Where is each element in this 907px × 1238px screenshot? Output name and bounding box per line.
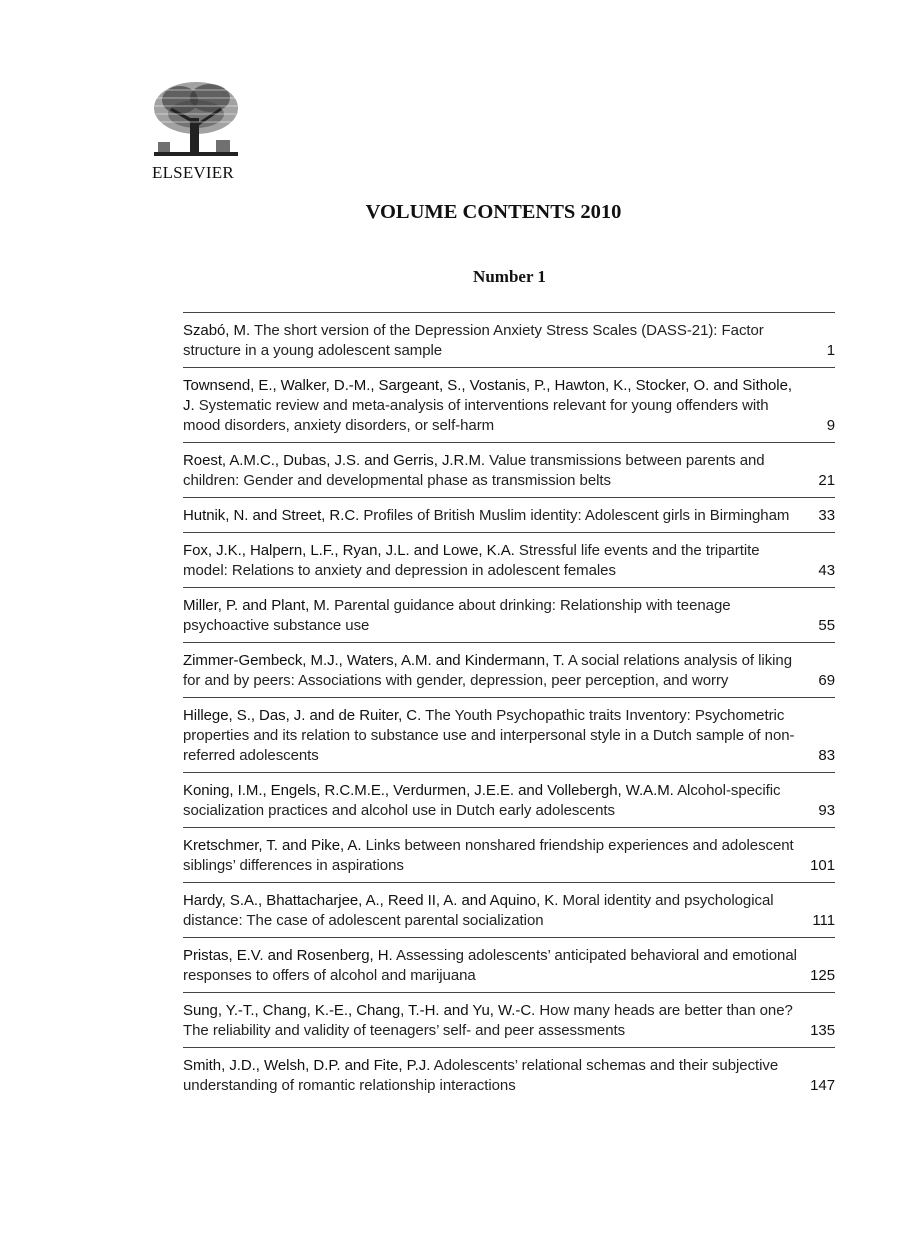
entry-authors: Szabó, M. <box>183 322 251 339</box>
entry-title: Moral identity and psychological distance: The case of adolescent parental socialization <box>183 892 774 929</box>
entry-page-number: 69 <box>818 672 835 689</box>
entry-authors: Hardy, S.A., Bhattacharjee, A., Reed II, A. and Aquino, K. <box>183 892 559 909</box>
entry-page-number: 83 <box>818 747 835 764</box>
entry-citation <box>183 781 835 821</box>
entry-page-number: 135 <box>810 1022 835 1039</box>
entry-authors: Townsend, E., Walker, D.-M., Sargeant, S., Vostanis, P., Hawton, K., Stocker, O. and Sithole, J. <box>183 377 792 414</box>
entry-authors: Hutnik, N. and Street, R.C. <box>183 507 360 524</box>
toc-entry[interactable] <box>183 1048 835 1102</box>
entry-authors: Fox, J.K., Halpern, L.F., Ryan, J.L. and Lowe, K.A. <box>183 542 515 559</box>
toc-entry[interactable] <box>183 828 835 883</box>
toc-entry[interactable] <box>183 643 835 698</box>
entry-citation <box>183 321 835 361</box>
entry-citation <box>183 1001 835 1041</box>
toc-entry[interactable] <box>183 938 835 993</box>
entry-authors: Sung, Y.-T., Chang, K.-E., Chang, T.-H. and Yu, W.-C. <box>183 1002 536 1019</box>
entry-title: A social relations analysis of liking for and by peers: Associations with gender, depression, peer perception, and worry <box>183 652 793 689</box>
toc-entry[interactable] <box>183 443 835 498</box>
publisher-name: ELSEVIER <box>152 163 234 182</box>
entry-citation <box>183 451 835 491</box>
entry-authors: Roest, A.M.C., Dubas, J.S. and Gerris, J.R.M. <box>183 452 486 469</box>
issue-heading: Number 1 <box>473 267 546 286</box>
entry-page-number: 93 <box>818 802 835 819</box>
entry-title: Parental guidance about drinking: Relationship with teenage psychoactive substance use <box>183 597 731 634</box>
entry-page-number: 125 <box>810 967 835 984</box>
toc-entry[interactable] <box>183 498 835 533</box>
entry-authors: Kretschmer, T. and Pike, A. <box>183 837 362 854</box>
entry-page-number: 111 <box>812 912 835 929</box>
entry-page-number: 1 <box>826 342 835 359</box>
entry-page-number: 21 <box>818 472 835 489</box>
toc-entry[interactable] <box>183 313 835 368</box>
entry-page-number: 55 <box>818 617 835 634</box>
entry-page-number: 147 <box>810 1077 835 1094</box>
entry-authors: Koning, I.M., Engels, R.C.M.E., Verdurmen, J.E.E. and Vollebergh, W.A.M. <box>183 782 674 799</box>
entry-title: Stressful life events and the tripartite model: Relations to anxiety and depression in adolescent females <box>183 542 760 579</box>
entry-title: The Youth Psychopathic traits Inventory: Psychometric properties and its relation to substance use and interpersonal style in a Dutch sample of non-referred adolescents <box>183 707 795 764</box>
entry-page-number: 101 <box>810 857 835 874</box>
entry-title: Systematic review and meta-analysis of interventions relevant for young offenders with mood disorders, anxiety disorders, or self-harm <box>183 397 769 434</box>
entry-citation <box>183 891 835 931</box>
entry-page-number: 9 <box>826 417 835 434</box>
entry-title: Alcohol-specific socialization practices and alcohol use in Dutch early adolescents <box>183 782 781 819</box>
entry-authors: Smith, J.D., Welsh, D.P. and Fite, P.J. <box>183 1057 431 1074</box>
entry-citation <box>183 596 835 636</box>
entry-title: Profiles of British Muslim identity: Adolescent girls in Birmingham <box>363 507 790 524</box>
entry-citation <box>183 541 835 581</box>
entry-title: The short version of the Depression Anxiety Stress Scales (DASS-21): Factor structure in a young adolescent sample <box>183 322 764 359</box>
entry-citation <box>183 651 835 691</box>
entry-authors: Zimmer-Gembeck, M.J., Waters, A.M. and Kindermann, T. <box>183 652 565 669</box>
entry-citation <box>183 1056 835 1096</box>
entry-authors: Miller, P. and Plant, M. <box>183 597 330 614</box>
entry-title: How many heads are better than one? The reliability and validity of teenagers’ self- and peer assessments <box>183 1002 793 1039</box>
entry-citation <box>183 706 835 766</box>
entry-title: Adolescents’ relational schemas and their subjective understanding of romantic relationship interactions <box>183 1057 779 1094</box>
entry-title: Assessing adolescents’ anticipated behavioral and emotional responses to offers of alcohol and marijuana <box>183 947 797 984</box>
entry-title: Links between nonshared friendship experiences and adolescent siblings’ differences in aspirations <box>183 837 794 874</box>
table-of-contents <box>183 312 835 1102</box>
page-title: VOLUME CONTENTS 2010 <box>365 201 622 223</box>
toc-entry[interactable] <box>183 698 835 773</box>
toc-entry[interactable] <box>183 883 835 938</box>
entry-authors: Hillege, S., Das, J. and de Ruiter, C. <box>183 707 422 724</box>
entry-page-number: 33 <box>818 507 835 524</box>
entry-page-number: 43 <box>818 562 835 579</box>
entry-title: Value transmissions between parents and children: Gender and developmental phase as transmission belts <box>183 452 765 489</box>
entry-citation <box>183 506 835 526</box>
toc-entry[interactable] <box>183 773 835 828</box>
entry-authors: Pristas, E.V. and Rosenberg, H. <box>183 947 393 964</box>
toc-entry[interactable] <box>183 588 835 643</box>
entry-citation <box>183 376 835 436</box>
toc-entry[interactable] <box>183 368 835 443</box>
toc-entry[interactable] <box>183 533 835 588</box>
toc-entry[interactable] <box>183 993 835 1048</box>
entry-citation <box>183 836 835 876</box>
entry-citation <box>183 946 835 986</box>
